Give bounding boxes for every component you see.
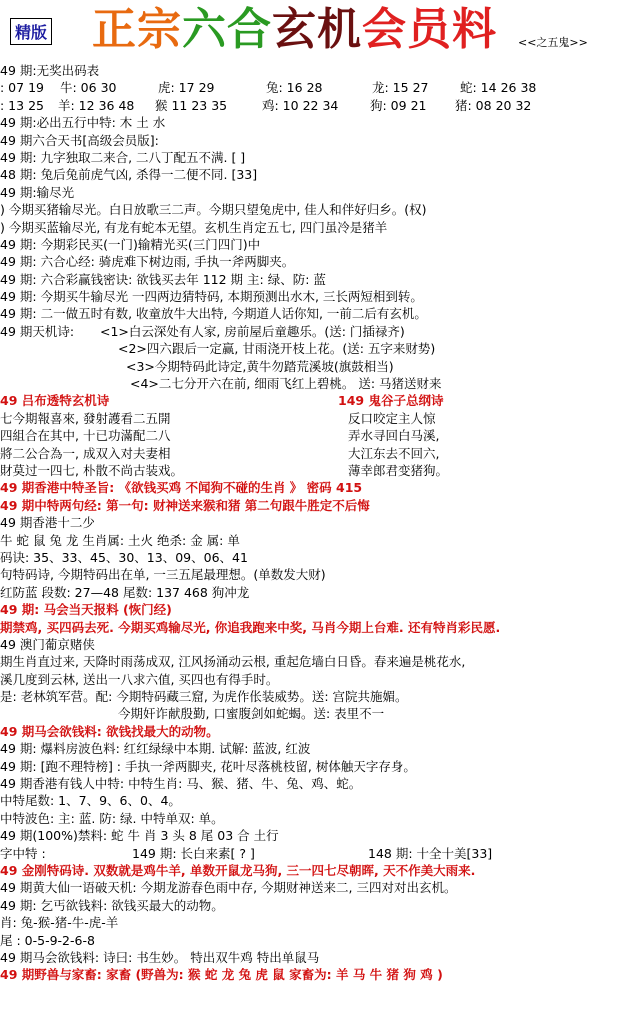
text-line: 49 期: 乞丐欲钱料: 欲钱买最大的动物。 [0,897,224,913]
text-line [0,705,621,722]
text-line: 48 期: 兔后兔前虎气凶, 杀得一二便不同. [33] [0,167,258,183]
text-cell: 猪: 08 20 32 [455,97,532,113]
text-line: 尾 : 0-5-9-2-6-8 [0,932,95,948]
text-line [0,845,621,862]
text-cell: 字中特 : [0,845,46,861]
title-part: 会员料 [362,4,497,55]
text-line: 句特码诗, 今期特码出在单, 一三五尾最理想。(单数发大财) [0,567,326,583]
text-line [0,427,621,444]
text-line: 49 期:无奖出码表 [0,63,100,78]
text-line [0,375,621,392]
text-line: 49 期黄大仙一语破天机: 今期龙游春色雨中存, 今期财神送来二, 三四对对出玄机。 [0,880,457,896]
text-cell: 反口咬定主人惊 [348,410,436,426]
title-part: 玄机 [272,4,362,55]
text-cell: 猴 11 23 35 [155,97,228,113]
text-line: 码诀: 35、33、45、30、13、09、06、41 [0,549,248,565]
title-part: 六合 [182,4,272,55]
text-cell: 將二公合為一, 成双入对夫妻相 [0,445,171,461]
text-cell: 狗: 09 21 [370,97,427,113]
text-line [0,340,621,357]
text-cell: 薄幸郎君变猪狗。 [348,462,449,478]
text-line: 49 期: 今期彩民买(一门)输精光买(三门四门)中 [0,236,261,252]
text-line: 49 期马会欲钱料: 欲钱找最大的动物。 [0,723,219,739]
header [0,0,621,60]
text-line: 红防蓝 段数: 27—48 尾数: 137 468 狗冲龙 [0,584,250,600]
text-line: 是: 老林筑军营。配: 今期特码藏三窟, 为虎作伥装威势。送: 宫院共施媚。 [0,689,408,705]
text-cell: 49 期天机诗: [0,323,75,339]
text-line: 中特波色: 主: 蓝. 防: 绿. 中特单双: 单。 [0,810,224,826]
text-line [0,410,621,427]
text-line: 49 期: 六合彩赢钱密诀: 欲钱买去年 112 期 主: 绿、防: 蓝 [0,271,326,287]
text-line: 49 澳门葡京赌侠 [0,636,95,652]
text-cell: : 07 19 [0,80,44,96]
text-cell: 四組合在其中, 十已功滿配二八 [0,428,171,444]
text-line: 49 期:必出五行中特: 木 土 水 [0,115,166,131]
text-cell: 149 鬼谷子总纲诗 [338,393,444,409]
text-line: 中特尾数: 1、7、9、6、0、4。 [0,793,181,809]
text-line: 49 期: 六合心经: 骑虎难下树边雨, 手执一斧两脚夹。 [0,254,295,270]
text-line: 49 期马会欲钱料: 诗曰: 书生妙。 特出双牛鸡 特出单鼠马 [0,949,320,965]
text-cell: <4>二七分开六在前, 细雨飞红上碧桃。 送: 马猪送财来 [130,376,442,392]
text-line [0,97,621,114]
text-line: 肖: 兔-猴-猪-牛-虎-羊 [0,915,119,931]
text-line: 49 金刚特码诗. 双数就是鸡牛羊, 单数开鼠龙马狗, 三一四七尽朝晖, 天不作美大雨来. [0,862,476,878]
text-line: 49 期六合天书[高级会员版]: [0,132,159,148]
text-line: 溪几度到云林, 送出一八求六值, 买四也有得手时。 [0,671,279,687]
text-line: 49 期: 今期买牛输尽光 一四两边猜特码, 本期预测出水木, 三长两短相到转。 [0,289,423,305]
text-cell: 財莫过一四七, 朴散不尚古装戏。 [0,462,183,478]
text-line: ) 今期买蓝输尽光, 有龙有蛇本无望。玄机生肖定五七, 四门虽冷是猪羊 [0,219,388,235]
text-line: 49 期: 九字独取二来合, 二八丁配五不满. [ ] [0,149,246,165]
text-line: 49 期(100%)禁料: 蛇 牛 肖 3 头 8 尾 03 合 土行 [0,828,279,844]
text-line: 牛 蛇 鼠 兔 龙 生肖属: 土火 绝杀: 金 属: 单 [0,532,240,548]
text-cell: : 13 25 [0,97,44,113]
text-line: 49 期野兽与家畜: 家畜 (野兽为: 猴 蛇 龙 兔 虎 鼠 家畜为: 羊 马 牛 猪 狗 鸡 ) [0,967,443,983]
text-cell: <1>白云深处有人家, 房前屋后童趣乐。(送: 门插禄齐) [100,323,405,339]
text-line: 期禁鸡, 买四码去死. 今期买鸡输尽光, 你追我跑来中奖, 马肖今期上台难. 还有特肖彩民愿. [0,619,501,635]
text-line [0,445,621,462]
text-line: 49 期香港十二少 [0,515,95,531]
text-line: 49 期: 马会当天报料 (恢门经) [0,602,172,618]
text-cell: 149 期: 长白来素[ ? ] [132,845,255,861]
text-line [0,392,621,409]
text-cell: 今期奸诈献殷勤, 口蜜腹剑如蛇蝎。送: 表里不一 [118,706,385,722]
text-line: 49 期香港中特圣旨: 《欲钱买鸡 不闻狗不碰的生肖 》 密码 415 [0,480,363,496]
text-cell: 49 吕布透特玄机诗 [0,393,110,409]
text-cell: 弄水寻回白马溪, [348,428,440,444]
content-area [0,62,621,984]
text-line [0,462,621,479]
text-line: 49 期: 二一做五时有数, 收童放牛大出特, 今期道人话你知, 一前二后有玄机。 [0,306,427,322]
text-line: 49 期: [跑不理特榜] : 手执一斧两脚夹, 花叶尽落桃枝留, 树体触天字存身。 [0,758,416,774]
title-part: 正宗 [92,4,182,55]
text-line: 期生肖直过来, 天降时雨荡成双, 江风扬涌动云根, 重起危墙白日昏。春来遍是桃花水, [0,654,466,670]
text-cell: 七今期報喜來, 發射護看二五開 [0,410,171,426]
text-cell: 148 期: 十全十美[33] [368,845,493,861]
text-cell: <2>四六跟后一定赢, 甘雨浇开枝上花。(送: 五字来财势) [118,341,436,357]
text-line: 49 期中特两句经: 第一句: 财神送来猴和猪 第二句跟牛胜定不后悔 [0,497,370,513]
text-line: ) 今期买猪输尽光。白日放歌三二声。今期只望兔虎中, 佳人和伴好归乡。(权) [0,202,427,218]
text-line [0,358,621,375]
subtitle: <<之五鬼>> [518,36,588,49]
text-cell: 龙: 15 27 [372,80,429,96]
text-cell: 兔: 16 28 [266,80,323,96]
text-line: 49 期:输尽光 [0,184,75,200]
page-title [92,4,497,56]
text-cell: 大江东去不回六, [348,445,440,461]
text-cell: 鸡: 10 22 34 [262,97,339,113]
text-cell: 羊: 12 36 48 [58,97,135,113]
text-cell: <3>今期特码此诗定,黄牛勿踏荒溪坡(旗鼓相当) [126,358,394,374]
text-line: 49 期: 爆料房波色料: 红红绿绿中本期. 试解: 蓝波, 红波 [0,741,311,757]
text-cell: 蛇: 14 26 38 [460,80,537,96]
text-line [0,79,621,96]
text-cell: 虎: 17 29 [158,80,215,96]
text-line: 49 期香港有钱人中特: 中特生肖: 马、猴、猪、牛、兔、鸡、蛇。 [0,776,362,792]
text-line [0,323,621,340]
edition-badge: 精版 [10,18,52,45]
text-cell: 牛: 06 30 [60,80,117,96]
